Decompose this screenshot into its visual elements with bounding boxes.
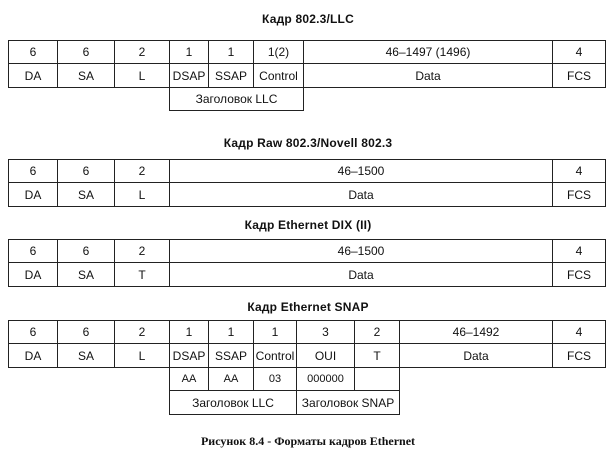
field-data: Data (169, 262, 553, 287)
field-l: L (114, 63, 170, 88)
field-sa: SA (57, 63, 115, 88)
llc-header-label: Заголовок LLC (169, 390, 297, 415)
field-oui: OUI (296, 343, 355, 368)
value-control: 03 (253, 367, 297, 391)
frame-ethernet-dix-title: Кадр Ethernet DIX (II) (244, 218, 372, 232)
snap-header-label: Заголовок SNAP (296, 390, 400, 415)
size-cell-data: 46–1497 (1496) (303, 40, 553, 64)
field-sa: SA (57, 343, 115, 368)
size-cell-l: 2 (114, 320, 170, 344)
field-data: Data (399, 343, 553, 368)
size-cell-control: 1(2) (253, 40, 304, 64)
field-fcs: FCS (552, 262, 606, 287)
field-sa: SA (57, 182, 115, 207)
size-cell-da: 6 (8, 159, 58, 183)
field-control: Control (253, 63, 304, 88)
field-fcs: FCS (552, 182, 606, 207)
value-dsap: AA (169, 367, 209, 391)
field-data: Data (303, 63, 553, 88)
size-cell-control: 1 (253, 320, 297, 344)
size-cell-da: 6 (8, 239, 58, 263)
size-cell-fcs: 4 (552, 159, 606, 183)
size-cell-l: 2 (114, 40, 170, 64)
value-ssap: AA (208, 367, 254, 391)
field-da: DA (8, 63, 58, 88)
size-cell-fcs: 4 (552, 40, 606, 64)
size-cell-data: 46–1500 (169, 239, 553, 263)
field-dsap: DSAP (169, 343, 209, 368)
size-cell-oui: 3 (296, 320, 355, 344)
size-cell-sa: 6 (57, 320, 115, 344)
field-da: DA (8, 343, 58, 368)
size-cell-t: 2 (354, 320, 400, 344)
field-fcs: FCS (552, 63, 606, 88)
size-cell-t: 2 (114, 239, 170, 263)
size-cell-sa: 6 (57, 159, 115, 183)
size-cell-data: 46–1492 (399, 320, 553, 344)
size-cell-sa: 6 (57, 239, 115, 263)
size-cell-da: 6 (8, 320, 58, 344)
field-data: Data (169, 182, 553, 207)
field-t: T (114, 262, 170, 287)
field-dsap: DSAP (169, 63, 209, 88)
field-da: DA (8, 262, 58, 287)
size-cell-da: 6 (8, 40, 58, 64)
field-sa: SA (57, 262, 115, 287)
value-oui: 000000 (296, 367, 355, 391)
value-t (354, 367, 400, 391)
figure-caption: Рисунок 8.4 - Форматы кадров Ethernet (200, 434, 416, 448)
field-l: L (114, 182, 170, 207)
size-cell-dsap: 1 (169, 40, 209, 64)
frame-ethernet-snap-title: Кадр Ethernet SNAP (247, 300, 369, 314)
frame-raw-802-3-title: Кадр Raw 802.3/Novell 802.3 (223, 136, 393, 150)
size-cell-fcs: 4 (552, 320, 606, 344)
size-cell-sa: 6 (57, 40, 115, 64)
llc-header-label: Заголовок LLC (169, 87, 304, 111)
frame-802-3-llc-title: Кадр 802.3/LLC (262, 12, 354, 26)
field-ssap: SSAP (208, 343, 254, 368)
size-cell-fcs: 4 (552, 239, 606, 263)
field-control: Control (253, 343, 297, 368)
field-ssap: SSAP (208, 63, 254, 88)
field-l: L (114, 343, 170, 368)
size-cell-ssap: 1 (208, 40, 254, 64)
field-fcs: FCS (552, 343, 606, 368)
size-cell-l: 2 (114, 159, 170, 183)
field-da: DA (8, 182, 58, 207)
size-cell-dsap: 1 (169, 320, 209, 344)
field-t: T (354, 343, 400, 368)
size-cell-ssap: 1 (208, 320, 254, 344)
size-cell-data: 46–1500 (169, 159, 553, 183)
